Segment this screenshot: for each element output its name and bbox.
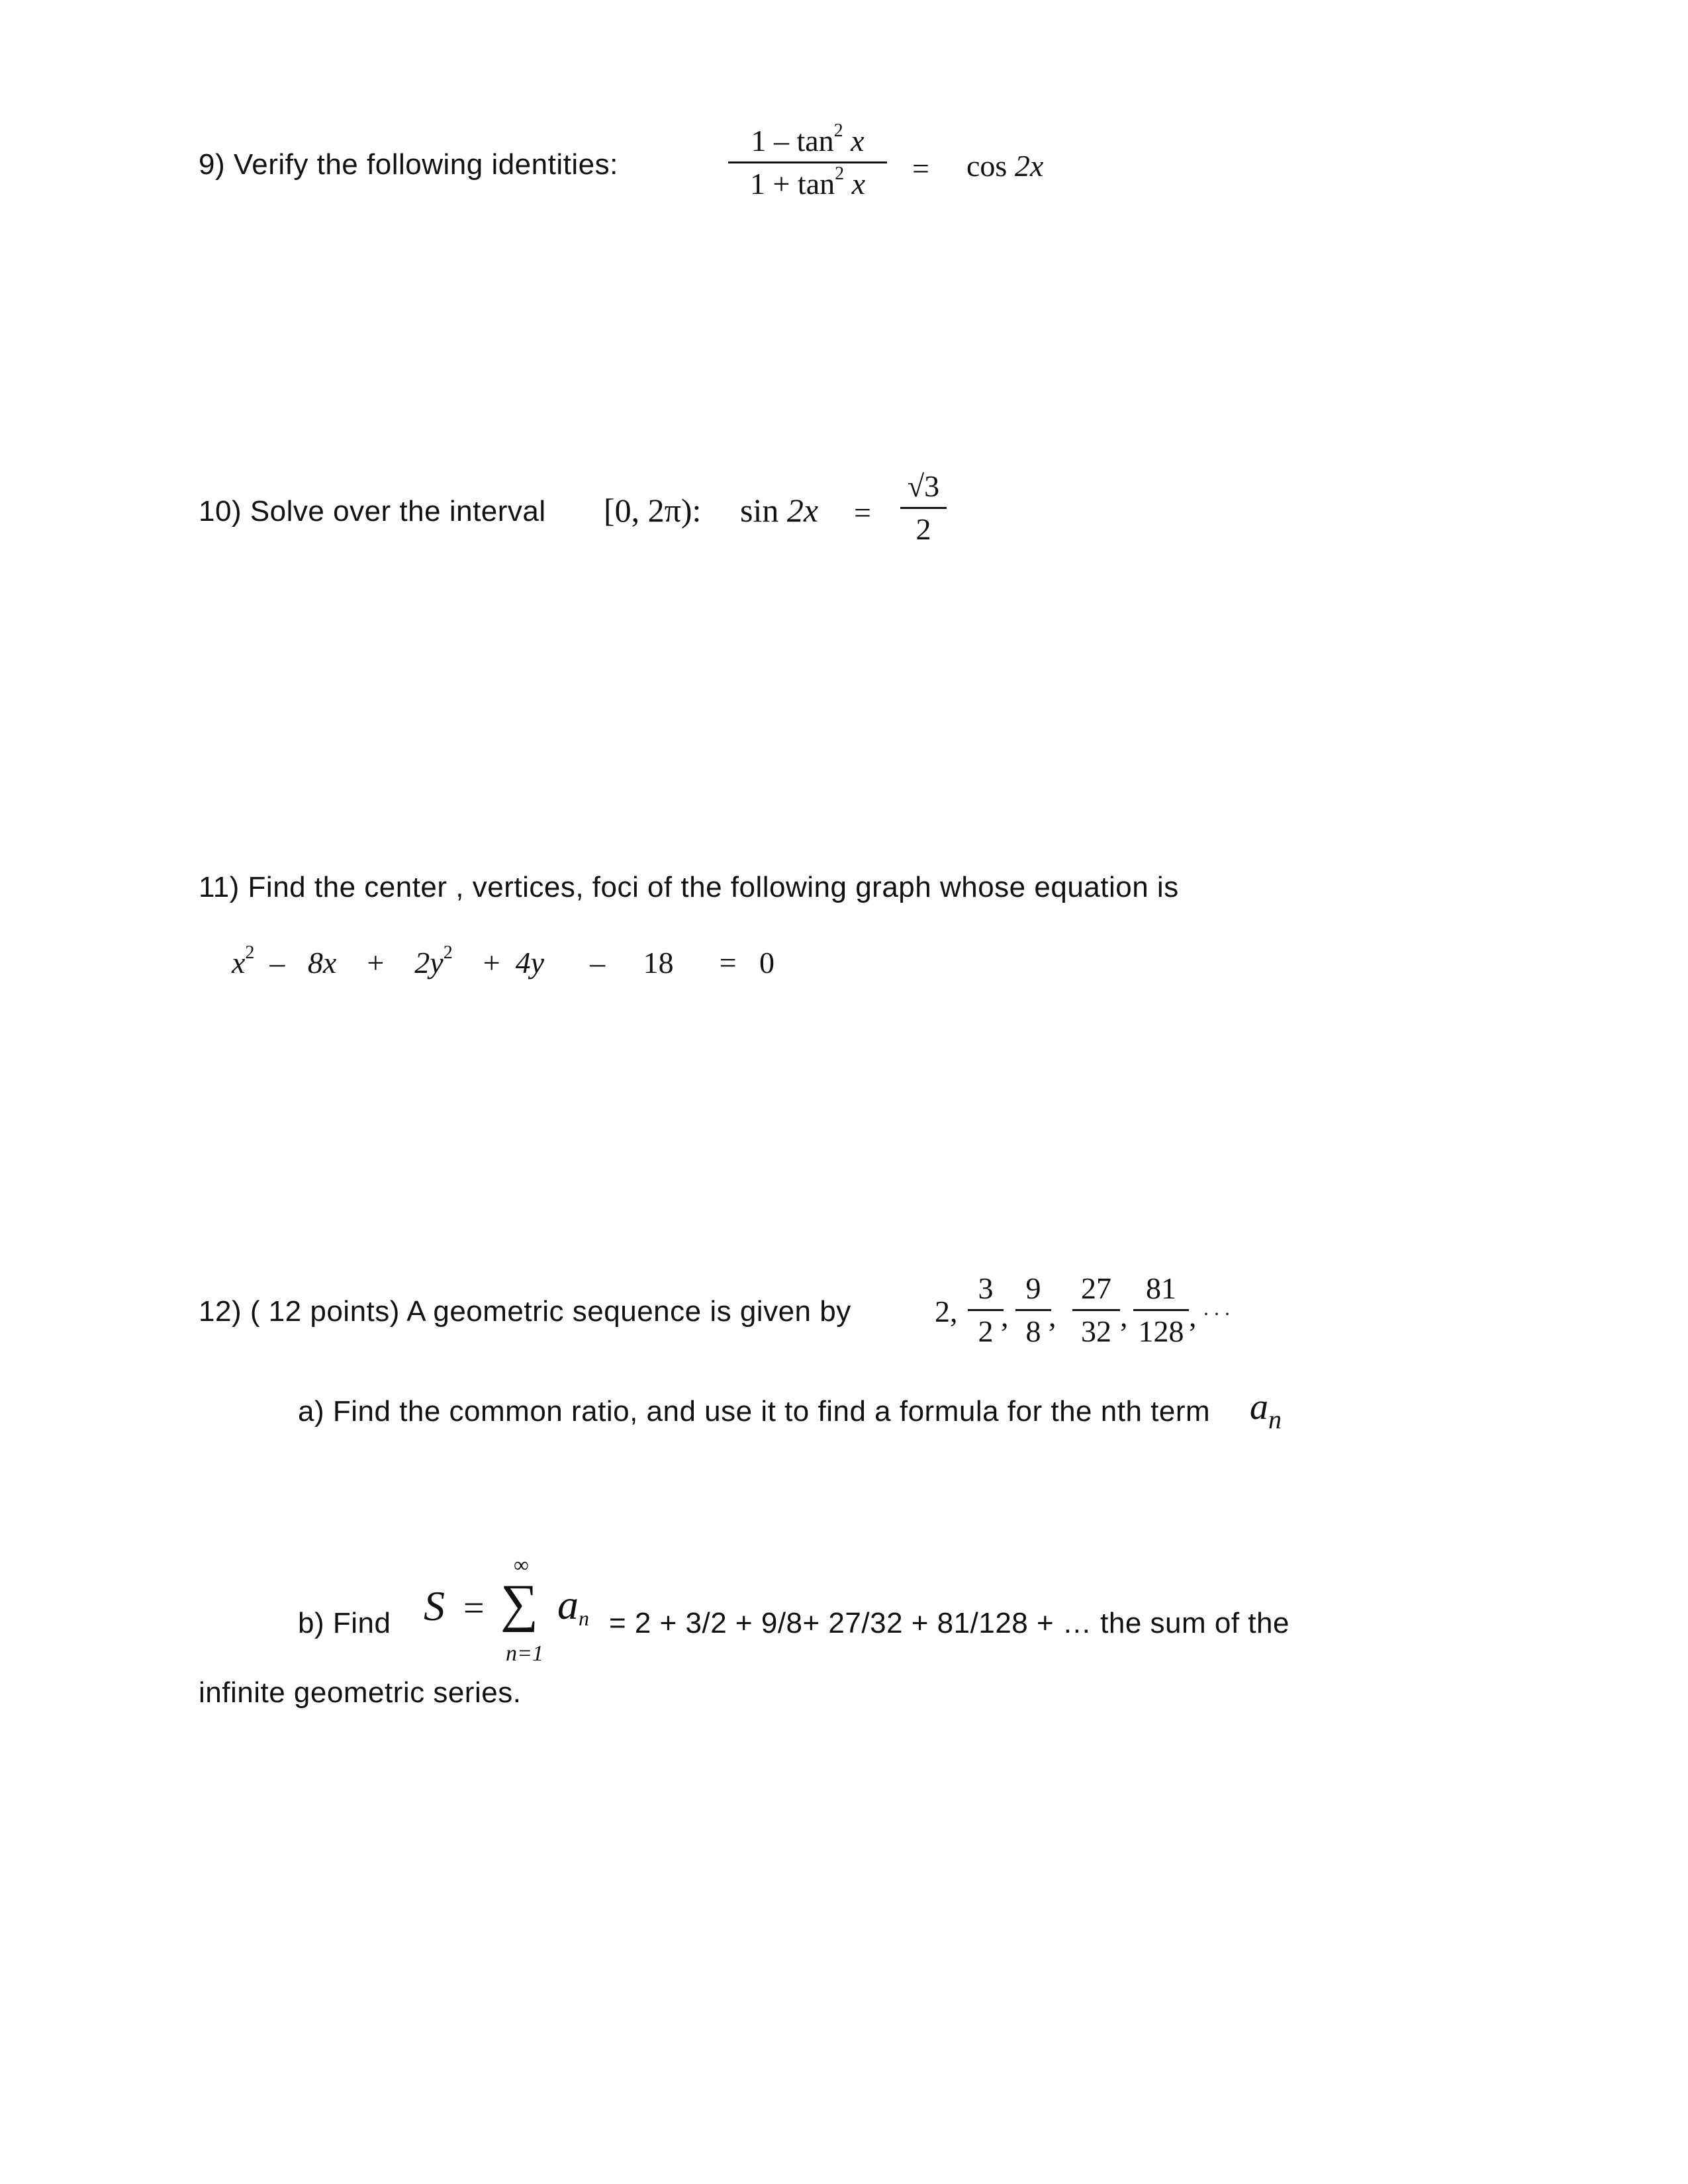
q12-term-4-den: 128 [1138,1314,1184,1348]
q12-term-3 [1072,1273,1120,1347]
q10-fraction [900,471,947,545]
q12a-var: $a_n$ [1250,1387,1282,1434]
q12b-a: an [557,1581,589,1630]
q12b-sigma-top: ∞ [514,1553,529,1576]
q10-denominator: 2 [915,512,931,546]
q9-rhs: cos 2x [966,149,1044,183]
q10-lhs: sin 2x [740,492,819,529]
q10-interval: [0, 2π): [604,492,702,529]
q10-numerator: √3 [907,469,940,503]
q9-label: 9) Verify the following identities: [199,148,618,181]
q9-fraction [728,120,887,201]
sigma-icon: ∑ [500,1574,539,1633]
q12a-text: a) Find the common ratio, and use it to find a formula for the nth term [298,1395,1211,1428]
q9-numerator: $1 - \tan^2 x$ [751,120,865,158]
q10-label: 10) Solve over the interval [199,495,546,527]
q12-term-3-bar [1072,1309,1120,1311]
q12-ellipsis: . . . [1203,1296,1230,1320]
q12-term-4 [1133,1273,1189,1347]
q12-term-3-den: 32 [1081,1314,1111,1348]
q12-label: 12) ( 12 points) A geometric sequence is given by [199,1295,851,1328]
q12-term-4-num: 81 [1146,1271,1176,1305]
q12-term-3-num: 27 [1081,1271,1111,1305]
q11-label: 11) Find the center , vertices, foci of the following graph whose equation is [199,871,1179,903]
q9-equals: = [912,152,929,185]
q12-term-2 [1015,1273,1051,1347]
q12-term-4-bar [1133,1309,1189,1311]
q12b-series: = 2 + 3/2 + 9/8+ 27/32 + 81/128 + … the sum of the [609,1607,1289,1639]
q12-term-1-num: 3 [978,1271,994,1305]
q12-term-1-den: 2 [978,1314,994,1348]
q10-equals: = [854,496,871,529]
q11-equation: $x^2$ – 8x + $2y^2$ + 4y – 18 = 0 [232,942,775,979]
q12-comma-2: , [1049,1299,1056,1333]
q12-comma-4: , [1189,1299,1197,1333]
q12b-tail: infinite geometric series. [199,1676,522,1709]
q12b-S: S [424,1582,445,1629]
q12-term-1-bar [968,1309,1004,1311]
q12-term-1 [968,1273,1004,1347]
q9-fraction-bar [728,161,887,163]
q12b-sigma-bottom: n=1 [506,1641,543,1666]
q12b-eq: = [463,1588,485,1629]
q12-term-2-den: 8 [1025,1314,1041,1348]
q12-seq-first: 2, [935,1295,958,1328]
q12-term-2-bar [1015,1309,1051,1311]
q12-comma-1: , [1001,1299,1009,1333]
q10-fraction-bar [900,507,947,509]
q12b-text: b) Find [298,1607,391,1639]
q9-denominator: $1 + \tan^2 x$ [749,163,866,201]
q12-term-2-num: 9 [1025,1271,1041,1305]
q12-comma-3: , [1120,1299,1128,1333]
